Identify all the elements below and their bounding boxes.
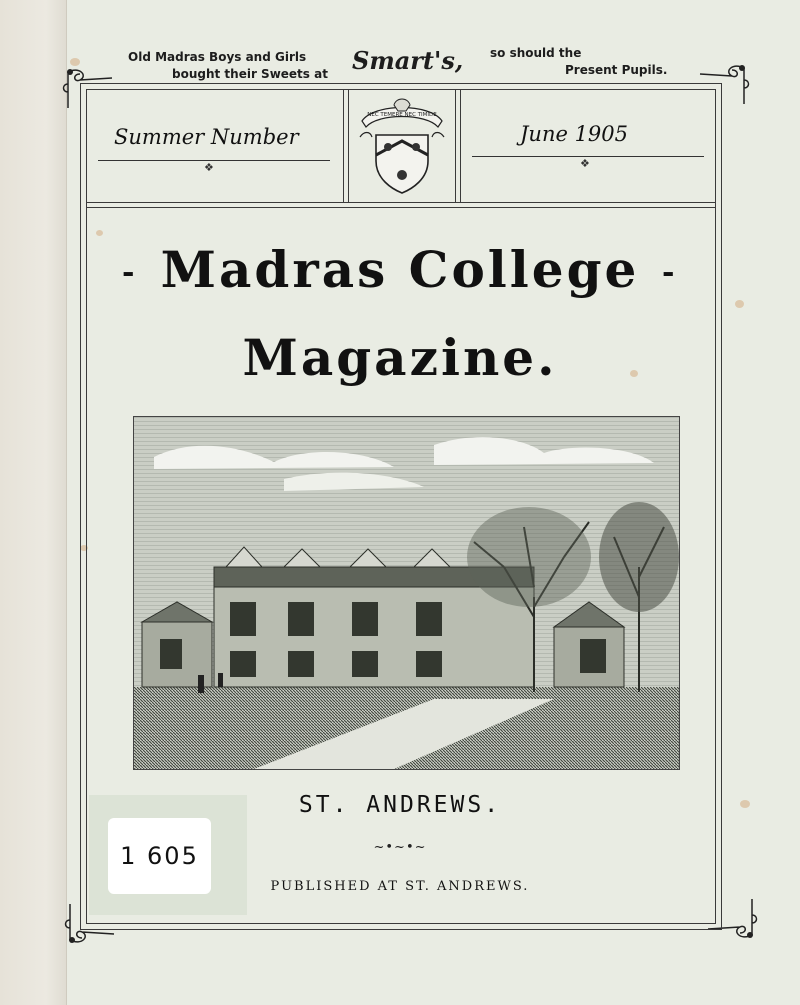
- school-crest-icon: [354, 97, 450, 197]
- college-building-engraving: [133, 416, 680, 770]
- date-ornament: ❖: [580, 157, 590, 170]
- foxing-stain: [735, 300, 744, 308]
- title-dash-right: -: [662, 255, 675, 290]
- issue-name: Summer Number: [114, 125, 299, 149]
- place-heading: ST. ANDREWS.: [298, 792, 502, 818]
- advert-left-line2: bought their Sweets at: [172, 67, 328, 81]
- header-column-rule: [455, 89, 456, 202]
- issue-underline: [98, 160, 330, 161]
- header-divider: [86, 207, 716, 208]
- advert-left-line1: Old Madras Boys and Girls: [128, 50, 307, 64]
- issue-ornament: ❖: [204, 161, 214, 174]
- divider-ornament: ~•~•~: [373, 840, 427, 855]
- header-divider: [86, 202, 716, 203]
- advert-right-line1: so should the: [490, 46, 582, 60]
- library-shelf-label: 1 605: [108, 818, 211, 894]
- advert-banner: [0, 38, 800, 88]
- advert-right-line2: Present Pupils.: [565, 63, 668, 77]
- title-dash-left: -: [122, 255, 135, 290]
- header-column-rule: [348, 89, 349, 202]
- issue-date: June 1905: [520, 122, 629, 146]
- magazine-title-line1: Madras College: [160, 240, 640, 299]
- crest-motto: NEC TEMERE NEC TIMIDE: [367, 112, 437, 118]
- advert-brand: Smart's,: [352, 46, 464, 75]
- college-building-illustration: [134, 417, 679, 769]
- publisher-line: PUBLISHED AT ST. ANDREWS.: [270, 879, 530, 894]
- header-column-rule: [343, 89, 344, 202]
- magazine-title-line2: Magazine.: [242, 328, 558, 387]
- header-column-rule: [460, 89, 461, 202]
